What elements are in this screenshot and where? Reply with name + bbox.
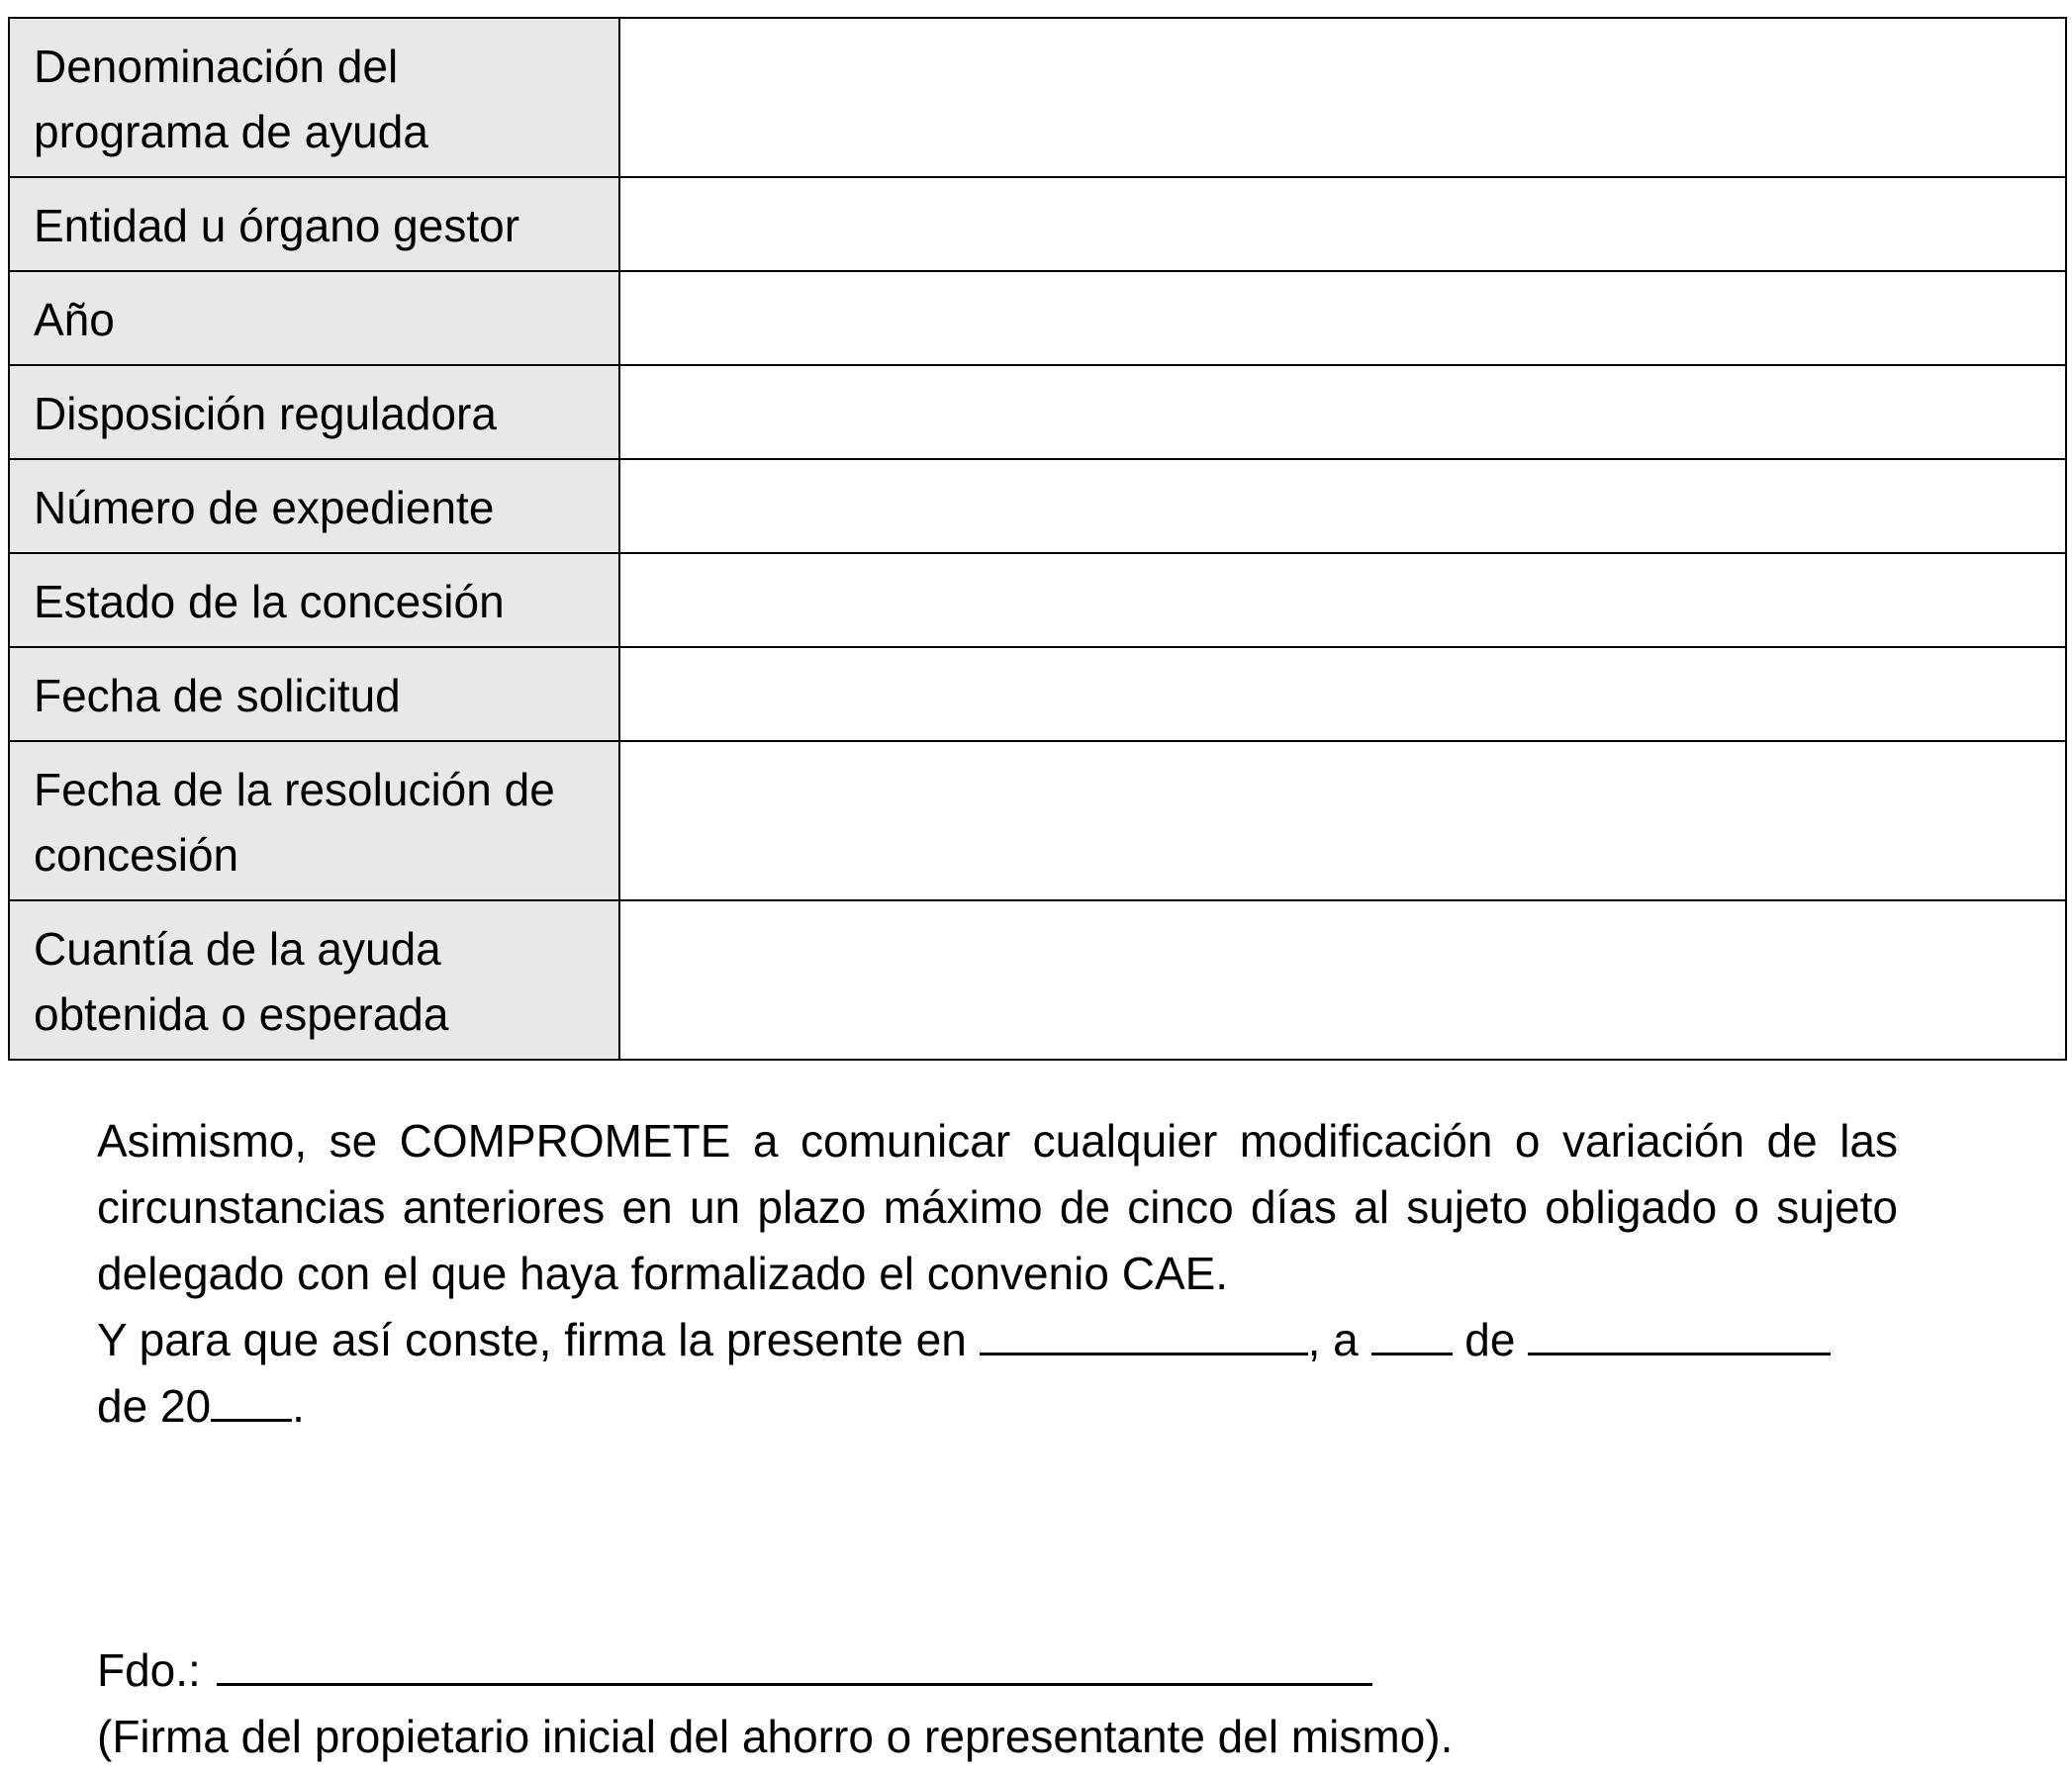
row-label-managing-entity: Entidad u órgano gestor: [9, 177, 619, 271]
signature-label: Fdo.:: [97, 1644, 201, 1696]
commitment-paragraph: Asimismo, se COMPROMETE a comunicar cualquier modificación o variación de las circunstancias anteriores en un plazo máximo de cinco días al sujeto obligado o sujeto delegado con el que haya formalizado el convenio CAE.: [97, 1115, 1898, 1299]
month-blank[interactable]: [1528, 1309, 1831, 1355]
value-field-application-date[interactable]: [619, 647, 2066, 741]
value-field-managing-entity[interactable]: [619, 177, 2066, 271]
table-row: [9, 18, 2066, 177]
signature-line: [97, 1637, 1453, 1704]
row-label-resolution-date: Fecha de la resolución de concesión: [9, 741, 619, 900]
row-label-program-name: Denominación del programa de ayuda: [9, 18, 619, 177]
place-blank[interactable]: [980, 1309, 1308, 1355]
signature-section: [97, 1637, 1453, 1770]
table-row: [9, 459, 2066, 553]
value-field-year[interactable]: [619, 271, 2066, 365]
table-row: [9, 271, 2066, 365]
signature-caption: (Firma del propietario inicial del ahorro o representante del mismo).: [97, 1711, 1454, 1762]
table-row: [9, 647, 2066, 741]
value-field-grant-status[interactable]: [619, 553, 2066, 647]
value-field-resolution-date[interactable]: [619, 741, 2066, 900]
table-row: [9, 365, 2066, 459]
signature-blank[interactable]: [217, 1639, 1372, 1686]
table-row: [9, 553, 2066, 647]
value-field-program-name[interactable]: [619, 18, 2066, 177]
value-field-regulation[interactable]: [619, 365, 2066, 459]
row-label-file-number: Número de expediente: [9, 459, 619, 553]
aid-program-table: [8, 17, 2067, 1061]
year-blank[interactable]: [211, 1375, 292, 1422]
row-label-regulation: Disposición reguladora: [9, 365, 619, 459]
table-row: [9, 741, 2066, 900]
row-label-year: Año: [9, 271, 619, 365]
row-label-application-date: Fecha de solicitud: [9, 647, 619, 741]
table-row: [9, 177, 2066, 271]
value-field-aid-amount[interactable]: [619, 900, 2066, 1060]
commitment-section: [97, 1108, 1898, 1440]
table-row: [9, 900, 2066, 1060]
value-field-file-number[interactable]: [619, 459, 2066, 553]
day-blank[interactable]: [1371, 1309, 1453, 1355]
closing-paragraph: Y para que así conste, firma la presente en , a de de 20 .: [97, 1307, 1898, 1440]
row-label-grant-status: Estado de la concesión: [9, 553, 619, 647]
row-label-aid-amount: Cuantía de la ayuda obtenida o esperada: [9, 900, 619, 1060]
